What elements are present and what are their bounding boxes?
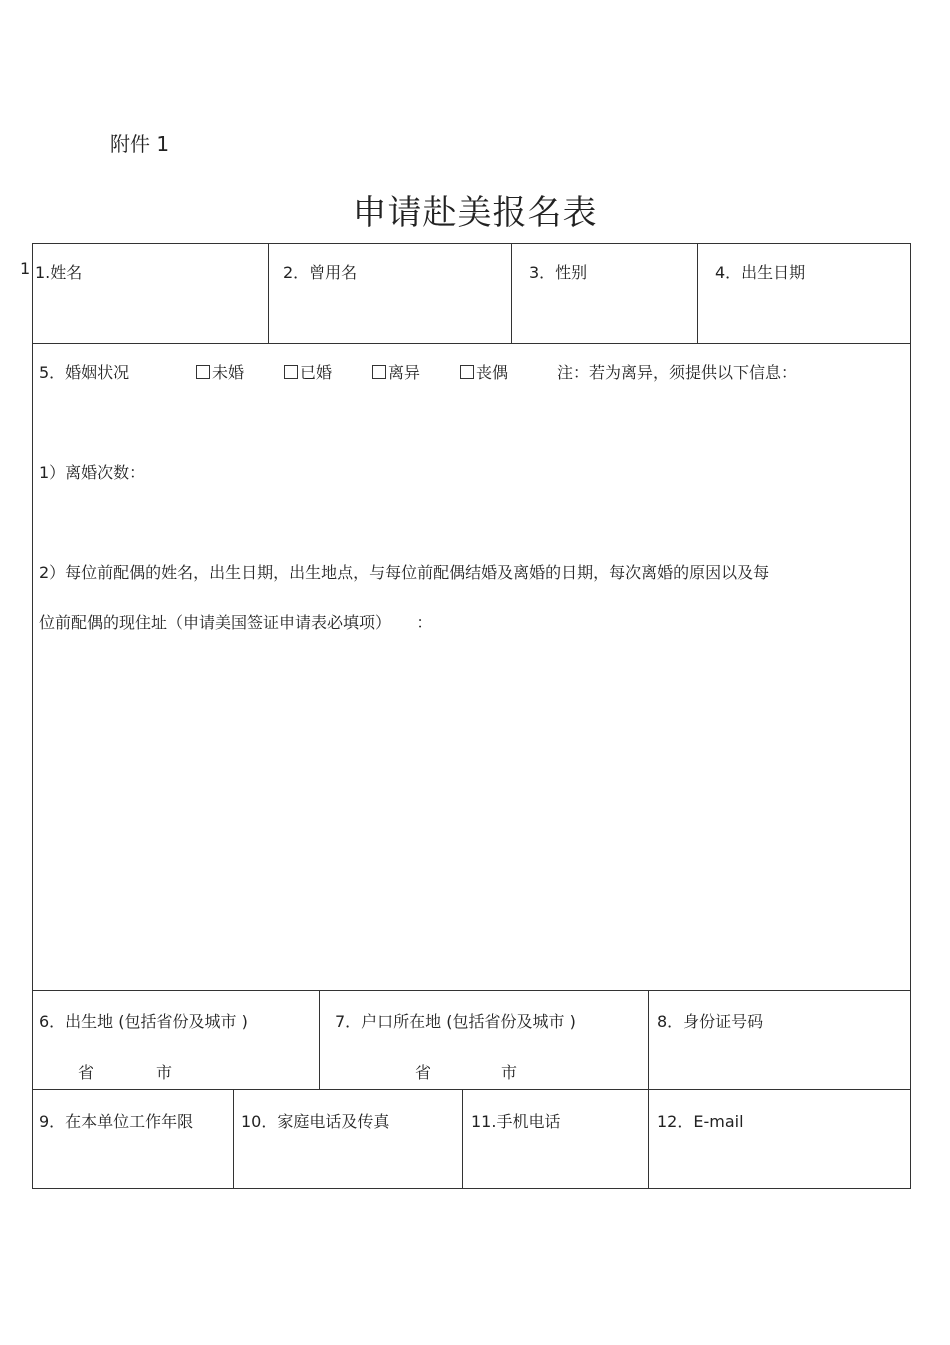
former-spouse-question-line2: 位前配偶的现住址（申请美国签证申请表必填项） ： — [39, 613, 433, 632]
row-divider — [33, 990, 910, 991]
column-divider — [648, 1089, 649, 1189]
marital-option-divorced[interactable] — [372, 360, 420, 383]
former-name-field-label: 2．曾用名 — [283, 263, 358, 282]
birthplace-field-label: 6．出生地 (包括省份及城市 ) — [39, 1012, 248, 1031]
marital-option-label: 丧偶 — [476, 363, 509, 382]
birth-date-field-label: 4．出生日期 — [715, 263, 806, 282]
margin-mark: 1 — [20, 259, 31, 278]
name-field-label: 1.姓名 — [35, 263, 83, 282]
mobile-phone-field-label: 11.手机电话 — [471, 1112, 561, 1131]
checkbox-icon[interactable] — [372, 365, 386, 379]
row-divider — [33, 1089, 910, 1090]
former-spouse-question-line1: 2）每位前配偶的姓名，出生日期，出生地点，与每位前配偶结婚及离婚的日期，每次离婚的原因以及每 — [39, 563, 770, 582]
birthplace-city-label: 市 — [156, 1063, 173, 1082]
attachment-label: 附件 1 — [110, 132, 170, 156]
marital-option-label: 未婚 — [212, 363, 245, 382]
checkbox-icon[interactable] — [284, 365, 298, 379]
hukou-province-label: 省 — [415, 1063, 432, 1082]
column-divider — [648, 990, 649, 1089]
hukou-city-label: 市 — [501, 1063, 518, 1082]
marital-option-label: 离异 — [388, 363, 421, 382]
marital-option-label: 已婚 — [300, 363, 333, 382]
divorce-count-question: 1）离婚次数： — [39, 463, 146, 482]
form-title: 申请赴美报名表 — [352, 193, 598, 233]
column-divider — [697, 244, 698, 343]
application-form-table — [32, 243, 911, 1189]
column-divider — [268, 244, 269, 343]
hukou-field-label: 7．户口所在地 (包括省份及城市 ) — [335, 1012, 576, 1031]
checkbox-icon[interactable] — [196, 365, 210, 379]
marital-status-label: 5．婚姻状况 — [39, 363, 130, 382]
row-divider — [33, 343, 910, 344]
work-years-field-label: 9．在本单位工作年限 — [39, 1112, 194, 1131]
column-divider — [462, 1089, 463, 1189]
home-phone-fax-field-label: 10．家庭电话及传真 — [241, 1112, 390, 1131]
marital-option-married[interactable] — [284, 360, 332, 383]
divorce-note: 注：若为离异，须提供以下信息： — [557, 363, 798, 382]
id-number-field-label: 8．身份证号码 — [657, 1012, 764, 1031]
checkbox-icon[interactable] — [460, 365, 474, 379]
marital-option-widowed[interactable] — [460, 360, 508, 383]
column-divider — [511, 244, 512, 343]
column-divider — [233, 1089, 234, 1189]
column-divider — [319, 990, 320, 1089]
birthplace-province-label: 省 — [78, 1063, 95, 1082]
marital-option-unmarried[interactable] — [196, 360, 244, 383]
gender-field-label: 3．性别 — [529, 263, 588, 282]
email-field-label: 12．E-mail — [657, 1112, 744, 1131]
